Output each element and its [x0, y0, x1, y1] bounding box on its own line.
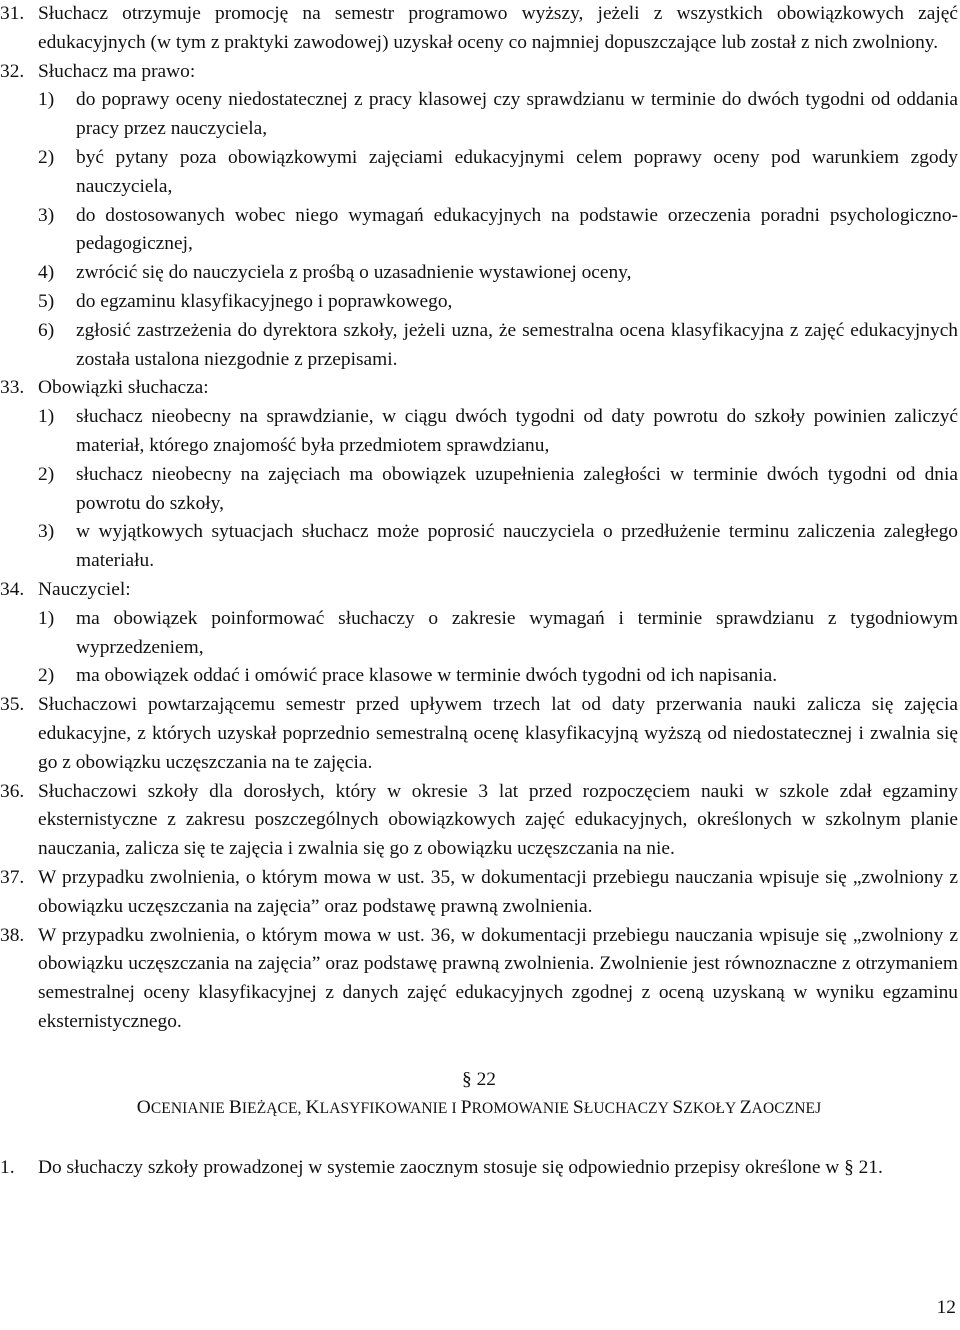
- title-rest: AOCZNEJ: [751, 1100, 822, 1118]
- item-text: być pytany poza obowiązkowymi zajęciami edukacyjnymi celem poprawy oceny pod warunkiem zgody nauczyciela,: [76, 146, 958, 197]
- item-number: 2): [38, 146, 55, 168]
- spacer: [0, 1124, 958, 1154]
- list-item: [38, 86, 958, 144]
- item-text: zwrócić się do nauczyciela z prośbą o uzasadnienie wystawionej oceny,: [76, 262, 632, 284]
- section-paragraph-1: [0, 1154, 958, 1183]
- item-number: 1): [38, 89, 55, 111]
- page-number: 12: [936, 1297, 956, 1318]
- title-cap: P: [460, 1097, 472, 1119]
- paragraph-37: [0, 864, 958, 922]
- paragraph-34: [0, 576, 958, 605]
- item-text: W przypadku zwolnienia, o którym mowa w ust. 35, w dokumentacji przebiegu nauczania wpisuje się „zwolniony z obowiązku uczęszczania na zajęcia” oraz podstawę prawną zwolnienia.: [38, 866, 958, 917]
- item-number: 2): [38, 665, 55, 687]
- title-cap: S: [572, 1097, 584, 1119]
- item-text: Słuchaczowi szkoły dla dorosłych, który w okresie 3 lat przed rozpoczęciem nauki w szkole zdał egzaminy eksternistyczne z zakresu poszczególnych obowiązkowych zajęć edukacyjnych, określonych w szkolnym planie nauczania, zalicza się te zajęcia i zwalnia się go z obowiązku uczęszczania na nie.: [38, 780, 958, 860]
- item-text: Słuchacz otrzymuje promocję na semestr programowo wyższy, jeżeli z wszystkich obowiązkowych zajęć edukacyjnych (w tym z praktyki zawodowej) uzyskał oceny co najmniej dopuszczające lub został z nich zwolniony.: [38, 3, 958, 53]
- paragraph-33: [0, 374, 958, 403]
- item-text: Do słuchaczy szkoły prowadzonej w systemie zaocznym stosuje się odpowiednio przepisy określone w § 21.: [38, 1157, 883, 1179]
- item-number: 1.: [0, 1157, 15, 1179]
- item-text: Słuchacz ma prawo:: [38, 60, 196, 82]
- list-item: [38, 202, 958, 260]
- paragraph-38: [0, 922, 958, 1037]
- list-item: [38, 317, 958, 375]
- list-item: [38, 259, 958, 288]
- item-text: W przypadku zwolnienia, o którym mowa w ust. 36, w dokumentacji przebiegu nauczania wpisuje się „zwolniony z obowiązku uczęszczania na zajęcia” oraz podstawę prawną zwolnienia. Zwolnienie jest równoznaczne z otrzymaniem semestralnej oceny klasyfikacyjnej z danych zajęć edukacyjnych zgodnej z oceną uzyskaną w wyniku egzaminu eksternistycznego.: [38, 924, 958, 1032]
- item-number: 37.: [0, 866, 25, 888]
- item-text: do poprawy oceny niedostatecznej z pracy klasowej czy sprawdzianu w terminie do dwóch tygodni od oddania pracy przez nauczyciela,: [76, 89, 958, 140]
- item-text: do egzaminu klasyfikacyjnego i poprawkowego,: [76, 290, 453, 312]
- title-cap: K: [305, 1097, 320, 1119]
- paragraph-35: [0, 691, 958, 777]
- item-number: 4): [38, 262, 55, 284]
- list-item: [38, 461, 958, 519]
- item-text: słuchacz nieobecny na zajęciach ma obowiązek uzupełnienia zaległości w terminie dwóch tygodni od dnia powrotu do szkoły,: [76, 463, 958, 514]
- item-number: 2): [38, 463, 55, 485]
- list-item: [38, 605, 958, 663]
- item-number: 34.: [0, 578, 25, 600]
- title-cap: S: [672, 1097, 684, 1119]
- paragraph-32: [0, 58, 958, 87]
- list-item: [38, 403, 958, 461]
- item-text: zgłosić zastrzeżenia do dyrektora szkoły, jeżeli uzna, że semestralna ocena klasyfikacyjna z zajęć edukacyjnych została ustalona niezgodnie z przepisami.: [76, 319, 958, 370]
- item-number: 36.: [0, 780, 25, 802]
- item-number: 38.: [0, 924, 25, 946]
- list-item: [38, 662, 958, 691]
- paragraph-31: [0, 0, 958, 58]
- title-cap: O: [136, 1097, 151, 1119]
- item-text: do dostosowanych wobec niego wymagań edukacyjnych na podstawie orzeczenia poradni psychologiczno-pedagogicznej,: [76, 204, 958, 255]
- item-number: 31.: [0, 3, 25, 24]
- section-number: § 22: [462, 1068, 496, 1090]
- item-number: 33.: [0, 377, 25, 399]
- list-item: [38, 288, 958, 317]
- title-rest: ROMOWANIE: [471, 1100, 573, 1118]
- title-rest: CENIANIE: [150, 1100, 229, 1118]
- item-number: 32.: [0, 60, 25, 82]
- title-cap: B: [228, 1097, 242, 1119]
- item-number: 35.: [0, 694, 25, 716]
- item-number: 3): [38, 204, 55, 226]
- title-rest: IEŻĄCE,: [241, 1100, 306, 1118]
- title-rest: ZKOŁY: [683, 1100, 740, 1118]
- item-text: Nauczyciel:: [38, 578, 131, 600]
- item-number: 1): [38, 406, 55, 428]
- item-number: 1): [38, 607, 55, 629]
- item-number: 5): [38, 290, 55, 312]
- item-text: słuchacz nieobecny na sprawdzianie, w ciągu dwóch tygodni od daty powrotu do szkoły powinien zaliczyć materiał, którego znajomość była przedmiotem sprawdzianu,: [76, 406, 958, 456]
- title-cap: Z: [739, 1097, 752, 1119]
- list-item: [38, 518, 958, 576]
- item-text: Słuchaczowi powtarzającemu semestr przed upływem trzech lat od daty przerwania nauki zalicza się zajęcia edukacyjne, z których uzyskał poprzednio semestralną ocenę klasyfikacyjną wyższą od niedostatecznej i zwalnia się go z obowiązku uczęszczania na te zajęcia.: [38, 694, 958, 773]
- section-title: [0, 1094, 958, 1124]
- title-rest: ŁUCHACZY: [583, 1100, 673, 1118]
- item-text: ma obowiązek oddać i omówić prace klasowe w terminie dwóch tygodni od ich napisania.: [76, 665, 778, 687]
- item-text: Obowiązki słuchacza:: [38, 377, 209, 399]
- paragraph-36: [0, 778, 958, 864]
- item-number: 6): [38, 319, 55, 341]
- item-number: 3): [38, 521, 55, 543]
- item-text: ma obowiązek poinformować słuchaczy o zakresie wymagań i terminie sprawdzianu z tygodniowym wyprzedzeniem,: [76, 607, 958, 658]
- title-rest: LASYFIKOWANIE I: [319, 1100, 461, 1118]
- list-item: [38, 144, 958, 202]
- item-text: w wyjątkowych sytuacjach słuchacz może poprosić nauczyciela o przedłużenie terminu zaliczenia zaległego materiału.: [76, 521, 958, 572]
